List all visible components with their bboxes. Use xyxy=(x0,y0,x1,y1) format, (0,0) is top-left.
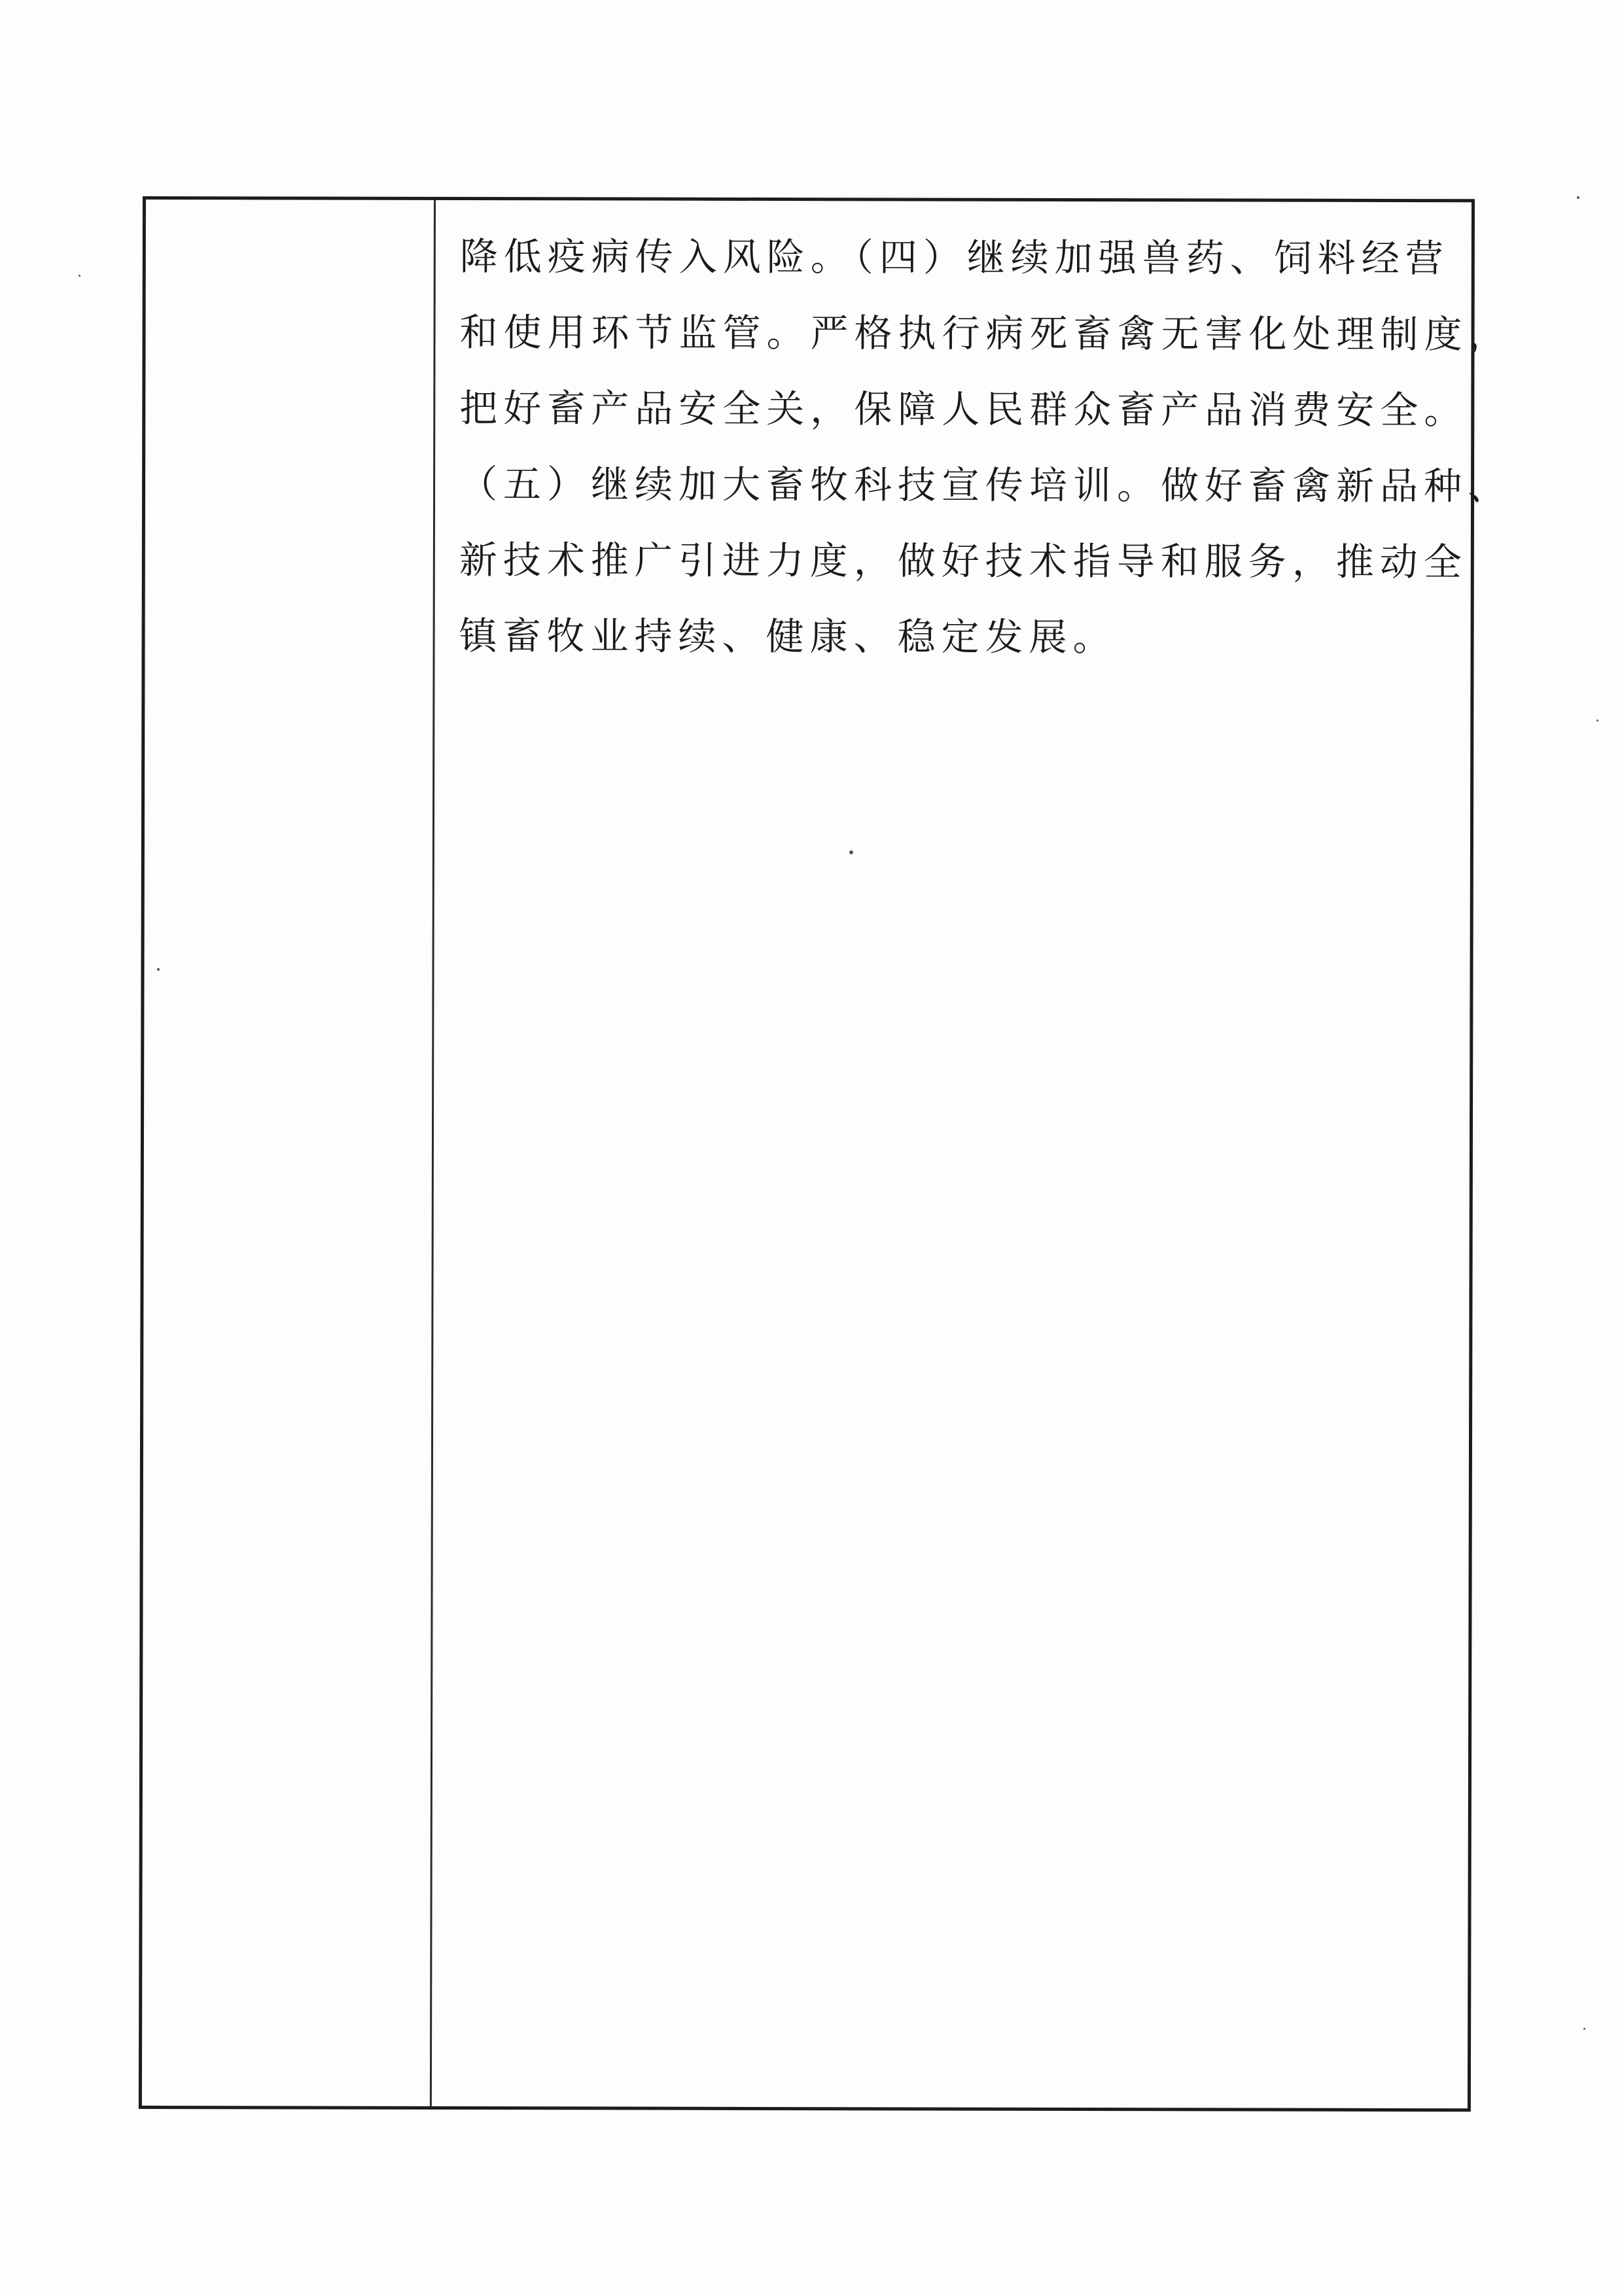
scan-speck xyxy=(849,850,853,854)
scan-speck xyxy=(1596,720,1598,722)
content-cell xyxy=(459,218,1512,676)
scan-speck xyxy=(79,275,80,277)
text-line-1: 降低疫病传入风险。（四）继续加强兽药、饲料经营 xyxy=(459,234,1449,281)
scan-speck xyxy=(1583,2028,1585,2030)
text-line-6: 镇畜牧业持续、健康、稳定发展。 xyxy=(459,614,1117,660)
scan-speck xyxy=(157,968,160,971)
text-line-5: 新技术推广引进力度，做好技术指导和服务，推动全 xyxy=(459,538,1468,585)
text-line-4: （五）继续加大畜牧科技宣传培训。做好畜禽新品种、 xyxy=(459,462,1512,509)
label-cell xyxy=(142,200,434,2106)
form-table xyxy=(139,196,1512,2112)
text-line-2: 和使用环节监管。严格执行病死畜禽无害化处理制度， xyxy=(459,310,1512,357)
scan-speck xyxy=(1577,196,1579,199)
text-line-3: 把好畜产品安全关，保障人民群众畜产品消费安全。 xyxy=(459,386,1468,433)
